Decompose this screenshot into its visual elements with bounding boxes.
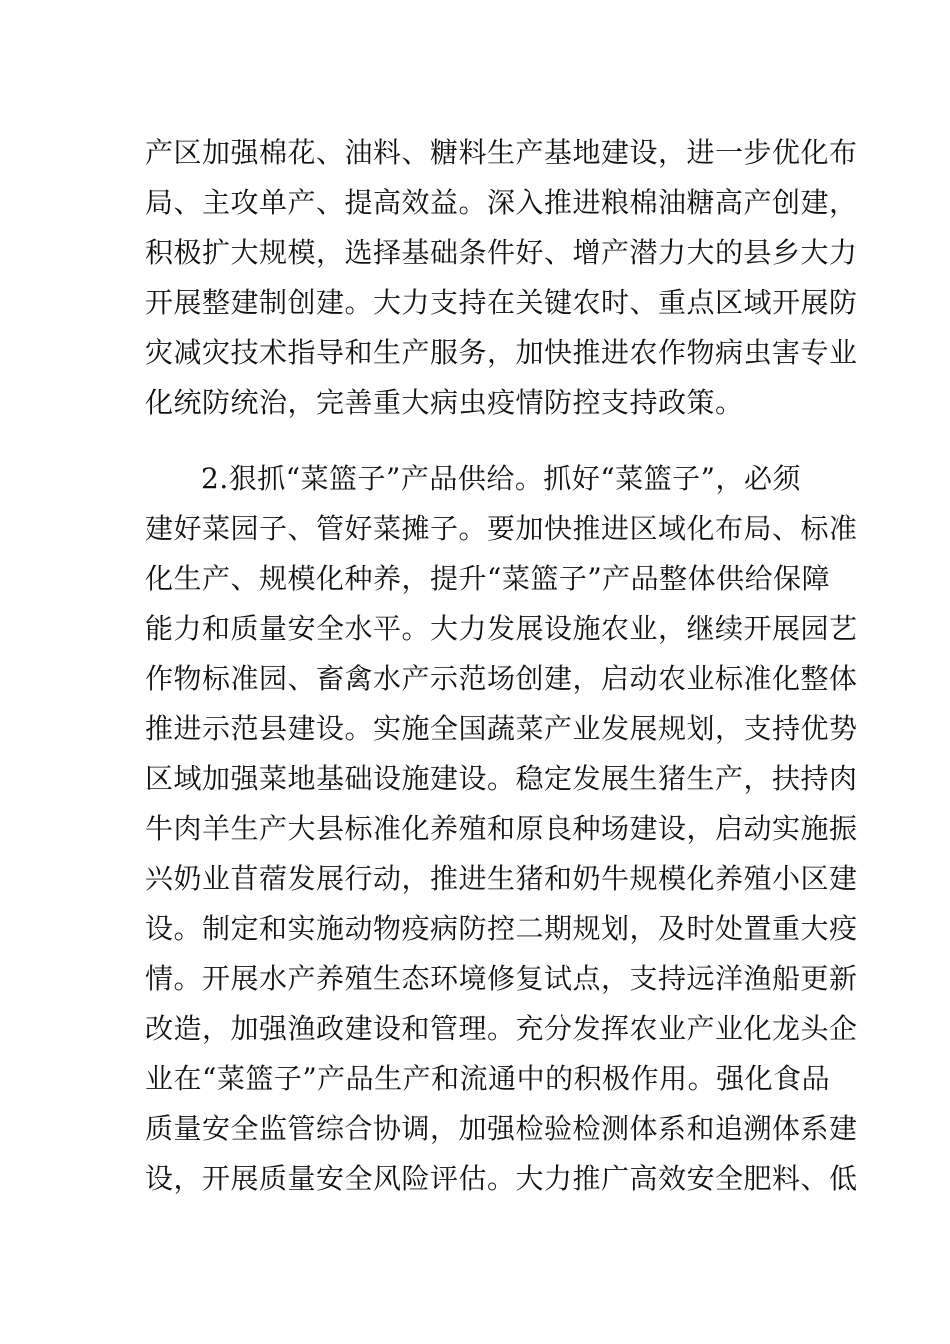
paragraph-line: 局、主攻单产、提高效益。深入推进粮棉油糖高产创建， [145, 186, 858, 219]
paragraph-line: 产区加强棉花、油料、糖料生产基地建设，进一步优化布 [145, 136, 858, 169]
paragraph-line: 灾减灾技术指导和生产服务，加快推进农作物病虫害专业 [145, 336, 858, 369]
paragraph-line: 能力和质量安全水平。大力发展设施农业，继续开展园艺 [145, 612, 858, 645]
paragraph-line: 牛肉羊生产大县标准化养殖和原良种场建设，启动实施振 [145, 812, 858, 845]
paragraph-line: 区域加强菜地基础设施建设。稳定发展生猪生产，扶持肉 [145, 762, 858, 795]
paragraph-line: 兴奶业苜蓿发展行动，推进生猪和奶牛规模化养殖小区建 [145, 862, 858, 895]
paragraph-line: 推进示范县建设。实施全国蔬菜产业发展规划，支持优势 [145, 712, 858, 745]
paragraph-line: 情。开展水产养殖生态环境修复试点，支持远洋渔船更新 [145, 962, 858, 995]
document-body [145, 128, 858, 1204]
paragraph-1 [145, 128, 858, 428]
paragraph-spacer [145, 428, 785, 454]
paragraph-line: 积极扩大规模，选择基础条件好、增产潜力大的县乡大力 [145, 236, 858, 269]
paragraph-line: 化统防统治，完善重大病虫疫情防控支持政策。 [145, 386, 744, 419]
paragraph-line: 质量安全监管综合协调，加强检验检测体系和追溯体系建 [145, 1112, 858, 1145]
paragraph-line: 设。制定和实施动物疫病防控二期规划，及时处置重大疫 [145, 912, 858, 945]
paragraph-line: 改造，加强渔政建设和管理。充分发挥农业产业化龙头企 [145, 1012, 858, 1045]
paragraph-line: 开展整建制创建。大力支持在关键农时、重点区域开展防 [145, 286, 858, 319]
paragraph-line: 业在“菜篮子”产品生产和流通中的积极作用。强化食品 [145, 1062, 831, 1095]
paragraph-line: 建好菜园子、管好菜摊子。要加快推进区域化布局、标准 [145, 512, 858, 545]
paragraph-line: 作物标准园、畜禽水产示范场创建，启动农业标准化整体 [145, 662, 858, 695]
paragraph-2 [145, 454, 858, 1204]
paragraph-line: 设，开展质量安全风险评估。大力推广高效安全肥料、低 [145, 1162, 858, 1195]
paragraph-line: 2.狠抓“菜篮子”产品供给。抓好“菜篮子”，必须 [201, 462, 801, 495]
paragraph-line: 化生产、规模化种养，提升“菜篮子”产品整体供给保障 [145, 562, 831, 595]
